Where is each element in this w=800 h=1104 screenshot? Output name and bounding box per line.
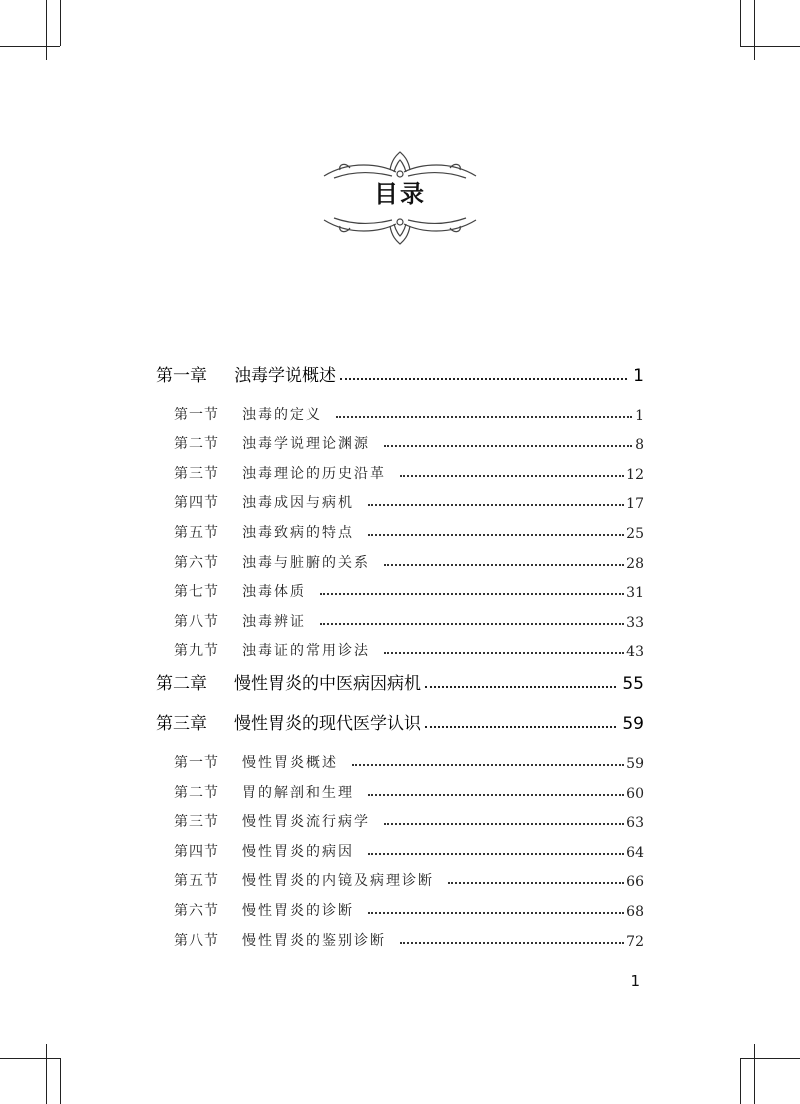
toc-title: 浊毒学说理论渊源 xyxy=(242,436,370,453)
toc-title: 浊毒致病的特点 xyxy=(242,524,354,541)
toc-section[interactable] xyxy=(156,572,644,602)
dot-leader xyxy=(368,794,624,796)
toc-page: 12 xyxy=(626,466,644,483)
toc-label: 第八节 xyxy=(174,932,219,949)
dot-leader xyxy=(368,912,624,914)
dot-leader xyxy=(368,504,624,506)
dot-leader xyxy=(336,416,632,418)
page-title: 目录 xyxy=(374,180,426,208)
toc-page: 63 xyxy=(626,815,644,832)
toc-page: 55 xyxy=(622,674,644,695)
toc-section[interactable] xyxy=(156,453,644,483)
toc-label: 第五节 xyxy=(174,524,219,541)
toc-title: 慢性胃炎的内镜及病理诊断 xyxy=(242,873,434,890)
dot-leader xyxy=(400,942,624,944)
toc-chapter-3[interactable] xyxy=(156,700,644,734)
toc-title: 慢性胃炎的病因 xyxy=(242,843,354,860)
dot-leader xyxy=(384,564,624,566)
toc-title: 胃的解剖和生理 xyxy=(242,784,354,801)
toc-section[interactable] xyxy=(156,542,644,572)
toc-section[interactable] xyxy=(156,890,644,920)
toc-label: 第九节 xyxy=(174,643,219,660)
toc-label: 第二节 xyxy=(174,784,219,801)
toc-page: 60 xyxy=(626,785,644,802)
toc-title: 慢性胃炎的鉴别诊断 xyxy=(242,932,386,949)
toc-section[interactable] xyxy=(156,631,644,661)
toc-title: 浊毒体质 xyxy=(242,584,306,601)
toc-title: 慢性胃炎概述 xyxy=(242,754,338,771)
dot-leader xyxy=(448,882,624,884)
toc-section[interactable] xyxy=(156,601,644,631)
toc-title: 浊毒成因与病机 xyxy=(242,495,354,512)
toc-page: 33 xyxy=(626,614,644,631)
dot-leader xyxy=(400,475,624,477)
toc-title: 浊毒学说概述 xyxy=(234,366,336,386)
toc-label: 第二章 xyxy=(156,674,207,695)
toc-page: 72 xyxy=(626,933,644,950)
toc-page: 68 xyxy=(626,903,644,920)
dot-leader xyxy=(340,378,627,380)
table-of-contents xyxy=(156,352,644,950)
toc-chapter-2[interactable] xyxy=(156,660,644,694)
toc-chapter-1[interactable] xyxy=(156,352,644,386)
toc-page: 66 xyxy=(626,874,644,891)
toc-title: 慢性胃炎流行病学 xyxy=(242,814,370,831)
toc-section[interactable] xyxy=(156,920,644,950)
toc-section[interactable] xyxy=(156,802,644,832)
dot-leader xyxy=(425,686,616,688)
toc-label: 第一节 xyxy=(174,754,219,771)
dot-leader xyxy=(425,726,616,728)
toc-title: 慢性胃炎的诊断 xyxy=(242,902,354,919)
dot-leader xyxy=(368,853,624,855)
dot-leader xyxy=(384,652,624,654)
toc-page: 31 xyxy=(626,585,644,602)
toc-label: 第八节 xyxy=(174,613,219,630)
toc-label: 第七节 xyxy=(174,584,219,601)
toc-label: 第二节 xyxy=(174,436,219,453)
toc-section[interactable] xyxy=(156,483,644,513)
dot-leader xyxy=(320,593,624,595)
toc-page: 59 xyxy=(626,755,644,772)
toc-section[interactable] xyxy=(156,772,644,802)
toc-page: 1 xyxy=(635,407,644,424)
toc-section[interactable] xyxy=(156,424,644,454)
toc-page: 8 xyxy=(635,437,644,454)
toc-label: 第四节 xyxy=(174,843,219,860)
toc-page: 64 xyxy=(626,844,644,861)
toc-title: 慢性胃炎的中医病因病机 xyxy=(234,674,421,695)
toc-label: 第四节 xyxy=(174,495,219,512)
toc-section[interactable] xyxy=(156,831,644,861)
toc-title: 浊毒理论的历史沿革 xyxy=(242,465,386,482)
dot-leader xyxy=(384,445,632,447)
toc-page: 28 xyxy=(626,555,644,572)
toc-page: 1 xyxy=(633,366,644,386)
toc-section[interactable] xyxy=(156,512,644,542)
toc-label: 第六节 xyxy=(174,554,219,571)
toc-title: 浊毒辨证 xyxy=(242,613,306,630)
toc-section[interactable] xyxy=(156,861,644,891)
dot-leader xyxy=(368,534,624,536)
page-number: 1 xyxy=(630,972,640,990)
toc-page: 25 xyxy=(626,525,644,542)
toc-label: 第一章 xyxy=(156,366,207,386)
toc-section[interactable] xyxy=(156,742,644,772)
toc-label: 第六节 xyxy=(174,902,219,919)
toc-title: 浊毒的定义 xyxy=(242,406,322,423)
toc-title: 浊毒证的常用诊法 xyxy=(242,643,370,660)
ornament-bottom-icon xyxy=(320,212,480,246)
dot-leader xyxy=(320,623,624,625)
toc-label: 第三节 xyxy=(174,814,219,831)
toc-title: 慢性胃炎的现代医学认识 xyxy=(234,714,421,735)
toc-page: 17 xyxy=(626,496,644,513)
toc-label: 第三节 xyxy=(174,465,219,482)
toc-page: 59 xyxy=(622,714,644,735)
toc-label: 第一节 xyxy=(174,406,219,423)
toc-label: 第三章 xyxy=(156,714,207,735)
dot-leader xyxy=(384,823,624,825)
toc-title: 浊毒与脏腑的关系 xyxy=(242,554,370,571)
toc-page: 43 xyxy=(626,644,644,661)
toc-section[interactable] xyxy=(156,394,644,424)
dot-leader xyxy=(352,764,624,766)
toc-label: 第五节 xyxy=(174,873,219,890)
